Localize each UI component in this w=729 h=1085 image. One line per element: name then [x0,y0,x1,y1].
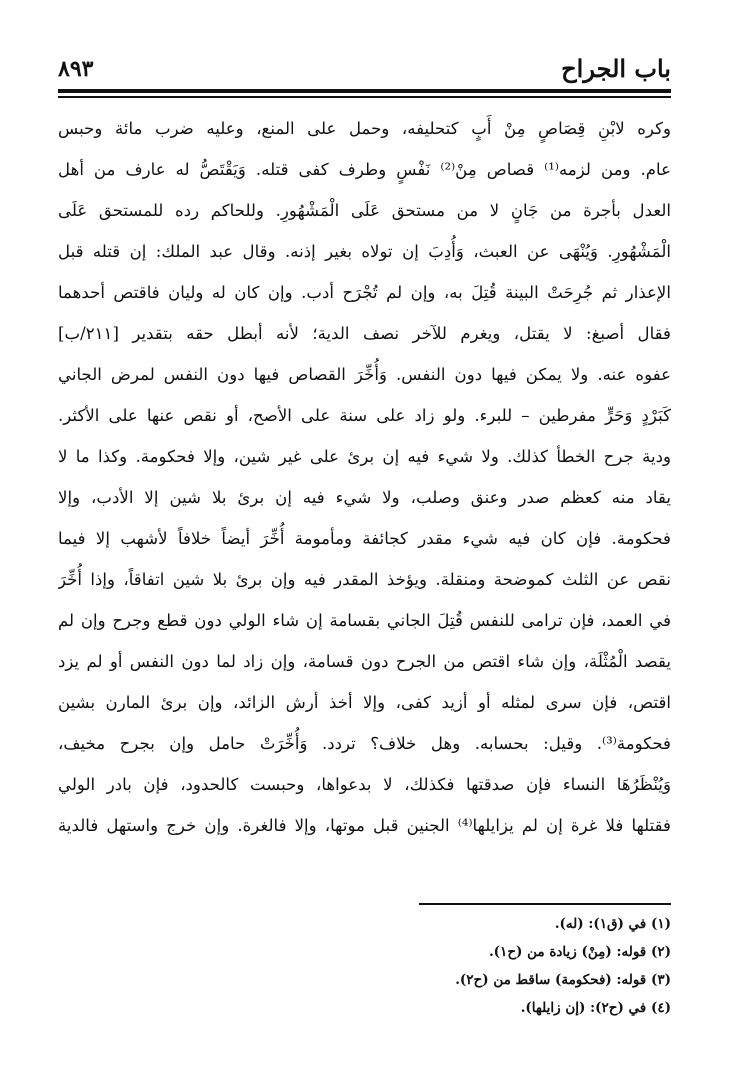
text-line: نقص عن الثلث كموضحة ومنقلة. ويؤخذ المقدر فيه وإن برئ بلا شين اتفاقاً، وإذا أُخِّرَ [58,570,671,589]
page-header [58,50,671,88]
text-line: كَبَرْدٍ وَحَرٍّ مفرطين – للبرء. ولو زاد على سنة على الأصح، أو نقص عنها على الأكثر. [58,406,671,425]
header-rule-thin [58,96,671,98]
main-text [58,108,671,846]
text-line: فقتلها فلا غرة إن لم يزايلها⁽⁴⁾ الجنين قبل موتها، وإلا فالغرة. وإن خرج واستهل فالدية [58,816,671,835]
text-line: اقتص، فإن سرى لمثله أو أزيد كفى، وإلا أخذ أرش الزائد، وإن برئ المارن بشين [58,693,671,712]
text-line: عفوه عنه. ولا يمكن فيها دون النفس. وَأُخِّرَ القصاص فيها دون النفس لمرض الجاني [58,365,671,384]
page-number: ٨٩٣ [58,56,94,82]
footnotes [58,910,671,1022]
text-line: الْمَشْهُورِ. وَيُنْهَى عن العبث، وَأُدِبَ إن تولاه بغير إذنه. وقال عبد الملك: إن قتله قبل [58,242,671,261]
text-line: الإعذار ثم جُرِحَتْ البينة قُتِلَ به، وإن لم تُجْرَح أدب. وإن كان له وليان فاقتص أحدهما [58,283,671,302]
text-line: في العمد، فإن ترامى للنفس قُتِلَ الجاني بقسامة إن شاء الولي دون قطع وجرح وإن لم [58,611,671,630]
text-line: العدل بأجرة من جَانٍ لا من مستحق عَلَى الْمَشْهُورِ. وللحاكم رده للمستحق عَلَى [58,201,671,220]
text-line: يقاد منه كعظم صدر وعنق وصلب، ولا شيء فيه إن برئ بلا شين إلا الأدب، وإلا [58,488,671,507]
footnote-separator [419,903,671,905]
text-line: ودية جرح الخطأ كذلك. ولا شيء فيه إن برئ على غير شين، وإلا فحكومة. وكذا ما لا [58,447,671,466]
header-rule-thick [58,89,671,93]
text-line: فقال أصبغ: لا يقتل، ويغرم للآخر نصف الدية؛ لأنه أبطل حقه بتقدير [٢١١/ب] [58,324,671,343]
text-line: عام. ومن لزمه⁽¹⁾ قصاص مِنْ⁽²⁾ نَفْسٍ وطرف كفى قتله. وَيَقْتَصُّ له عارف من أهل [58,160,671,179]
chapter-title: باب الجراح [561,54,671,83]
text-line: فحكومة. فإن كان فيه شيء مقدر كجائفة ومأمومة أُخِّرَ أيضاً خلافاً لأشهب إلا فيما [58,529,671,548]
footnote: (١) في (ق١): (له). [554,916,671,932]
text-line: فحكومة⁽³⁾. وقيل: بحسابه. وهل خلاف؟ تردد. وَأُخِّرَتْ حامل وإن بجرح مخيف، [58,734,671,753]
text-line: وكره لابْنِ قِصَاصٍ مِنْ أَبٍ كتحليفه، وحمل على المنع، وعليه ضرب مائة وحبس [58,119,671,138]
footnote: (٣) قوله: (فحكومة) ساقط من (ح٢). [455,972,671,988]
footnote: (٢) قوله: (مِنْ) زيادة من (ح١). [488,944,671,960]
text-line: وَيُنْظَرُهَا النساء فإن صدقتها فكذلك، لا بدعواها، وحبست كالحدود، فإن بادر الولي [58,775,671,794]
text-line: يقصد الْمُثْلَة، وإن شاء اقتص من الجرح دون قسامة، وإن زاد لما دون النفس أو لم يزد [58,652,671,671]
footnote: (٤) في (ح٢): (إن زايلها). [520,1000,671,1016]
